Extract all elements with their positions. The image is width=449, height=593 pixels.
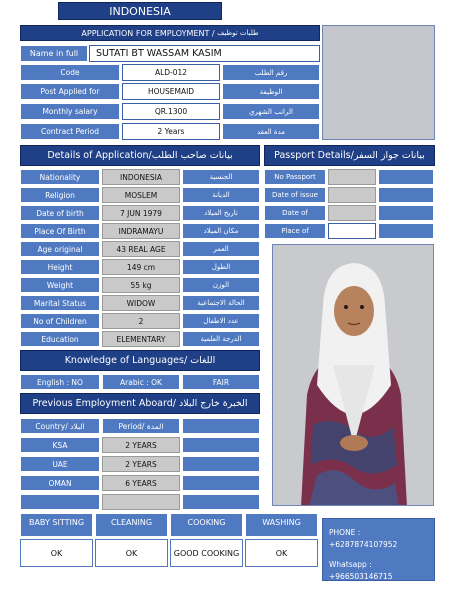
- detail-value: 43 REAL AGE: [102, 241, 180, 257]
- application-title: [20, 25, 320, 41]
- detail-label-ar: الديانة: [182, 187, 260, 203]
- employment-period-header: Period/ المدة: [102, 418, 180, 434]
- english-level: English : NO: [20, 374, 100, 390]
- detail-label: Nationality: [20, 169, 100, 185]
- passport-extra: [378, 169, 434, 185]
- application-title-en: APPLICATION FOR EMPLOYMENT /: [81, 28, 215, 38]
- skill-name: WASHING: [245, 513, 318, 537]
- contact-box: [322, 518, 435, 581]
- detail-label-ar: الحالة الاجتماعية: [182, 295, 260, 311]
- passport-header: Passport Details/بيانات جواز السفر: [264, 145, 435, 166]
- passport-value: [328, 223, 376, 239]
- detail-value: INDONESIA: [102, 169, 180, 185]
- employment-period: 2 YEARS: [102, 437, 180, 453]
- employment-country: OMAN: [20, 475, 100, 491]
- details-header: Details of Application/بيانات صاحب الطلب: [20, 145, 260, 166]
- passport-label: Date of: [264, 205, 326, 221]
- detail-label-ar: العمر: [182, 241, 260, 257]
- contract-label-ar: مدة العقد: [222, 123, 320, 140]
- application-title-ar: طلبات توظيف: [217, 29, 259, 37]
- name-label: Name in full: [20, 45, 88, 62]
- skill-value: OK: [245, 539, 318, 567]
- employment-extra: [182, 494, 260, 510]
- salary-label-ar: الراتب الشهري: [222, 103, 320, 120]
- passport-label: No Passport: [264, 169, 326, 185]
- employment-extra-header: [182, 418, 260, 434]
- detail-label-ar: الدرجة العلمية: [182, 331, 260, 347]
- employment-period: 6 YEARS: [102, 475, 180, 491]
- post-value: HOUSEMAID: [122, 83, 220, 100]
- detail-label: Marital Status: [20, 295, 100, 311]
- post-label: Post Applied for: [20, 83, 120, 100]
- whatsapp-label: Whatsapp :: [329, 560, 372, 569]
- detail-value: WIDOW: [102, 295, 180, 311]
- detail-label: Place Of Birth: [20, 223, 100, 239]
- applicant-photo: [272, 244, 434, 506]
- detail-value: 7 JUN 1979: [102, 205, 180, 221]
- passport-value: [328, 205, 376, 221]
- detail-label-ar: الطول: [182, 259, 260, 275]
- detail-label-ar: تاريخ الميلاد: [182, 205, 260, 221]
- employment-header: Previous Employment Aboard/ الخبرة خارج البلاد: [20, 393, 260, 414]
- employment-country: KSA: [20, 437, 100, 453]
- employment-country: [20, 494, 100, 510]
- arabic-level: Arabic : OK: [102, 374, 180, 390]
- passport-value: [328, 187, 376, 203]
- detail-label-ar: الجنسية: [182, 169, 260, 185]
- detail-label: Religion: [20, 187, 100, 203]
- skill-name: CLEANING: [95, 513, 168, 537]
- phone-label: PHONE :: [329, 528, 361, 537]
- detail-label: Height: [20, 259, 100, 275]
- language-fluency: FAIR: [182, 374, 260, 390]
- applicant-photo-image: [273, 245, 434, 506]
- employment-extra: [182, 475, 260, 491]
- detail-label: Age original: [20, 241, 100, 257]
- contract-label: Contract Period: [20, 123, 120, 140]
- name-value: SUTATI BT WASSAM KASIM: [89, 45, 320, 62]
- employment-extra: [182, 456, 260, 472]
- detail-value: MOSLEM: [102, 187, 180, 203]
- skill-name: BABY SITTING: [20, 513, 93, 537]
- skill-name: COOKING: [170, 513, 243, 537]
- detail-label-ar: الوزن: [182, 277, 260, 293]
- employment-period: 2 YEARS: [102, 456, 180, 472]
- passport-value: [328, 169, 376, 185]
- detail-label-ar: مكان الميلاد: [182, 223, 260, 239]
- passport-extra: [378, 187, 434, 203]
- employment-period: [102, 494, 180, 510]
- code-value: ALD-012: [122, 64, 220, 81]
- employment-country: UAE: [20, 456, 100, 472]
- contract-value: 2 Years: [122, 123, 220, 140]
- phone-number: +6287874107952: [329, 540, 398, 549]
- languages-header: Knowledge of Languages/ اللغات: [20, 350, 260, 371]
- detail-value: 2: [102, 313, 180, 329]
- skill-value: OK: [20, 539, 93, 567]
- detail-value: INDRAMAYU: [102, 223, 180, 239]
- salary-value: QR.1300: [122, 103, 220, 120]
- code-label-ar: رقم الطلب: [222, 64, 320, 81]
- passport-extra: [378, 223, 434, 239]
- detail-label: Education: [20, 331, 100, 347]
- skill-value: GOOD COOKING: [170, 539, 243, 567]
- post-label-ar: الوظيفة: [222, 83, 320, 100]
- detail-label: Date of birth: [20, 205, 100, 221]
- detail-value: 55 kg: [102, 277, 180, 293]
- passport-label: Place of: [264, 223, 326, 239]
- detail-label: Weight: [20, 277, 100, 293]
- employment-extra: [182, 437, 260, 453]
- whatsapp-number: +966503146715: [329, 572, 393, 581]
- small-photo-placeholder: [322, 25, 435, 140]
- detail-label: No of Children: [20, 313, 100, 329]
- country-banner: INDONESIA: [58, 2, 222, 20]
- employment-country-header: Country/ البلاد: [20, 418, 100, 434]
- detail-value: 149 cm: [102, 259, 180, 275]
- passport-extra: [378, 205, 434, 221]
- skill-value: OK: [95, 539, 168, 567]
- passport-label: Date of issue: [264, 187, 326, 203]
- code-label: Code: [20, 64, 120, 81]
- detail-value: ELEMENTARY: [102, 331, 180, 347]
- detail-label-ar: عدد الاطفال: [182, 313, 260, 329]
- salary-label: Monthly salary: [20, 103, 120, 120]
